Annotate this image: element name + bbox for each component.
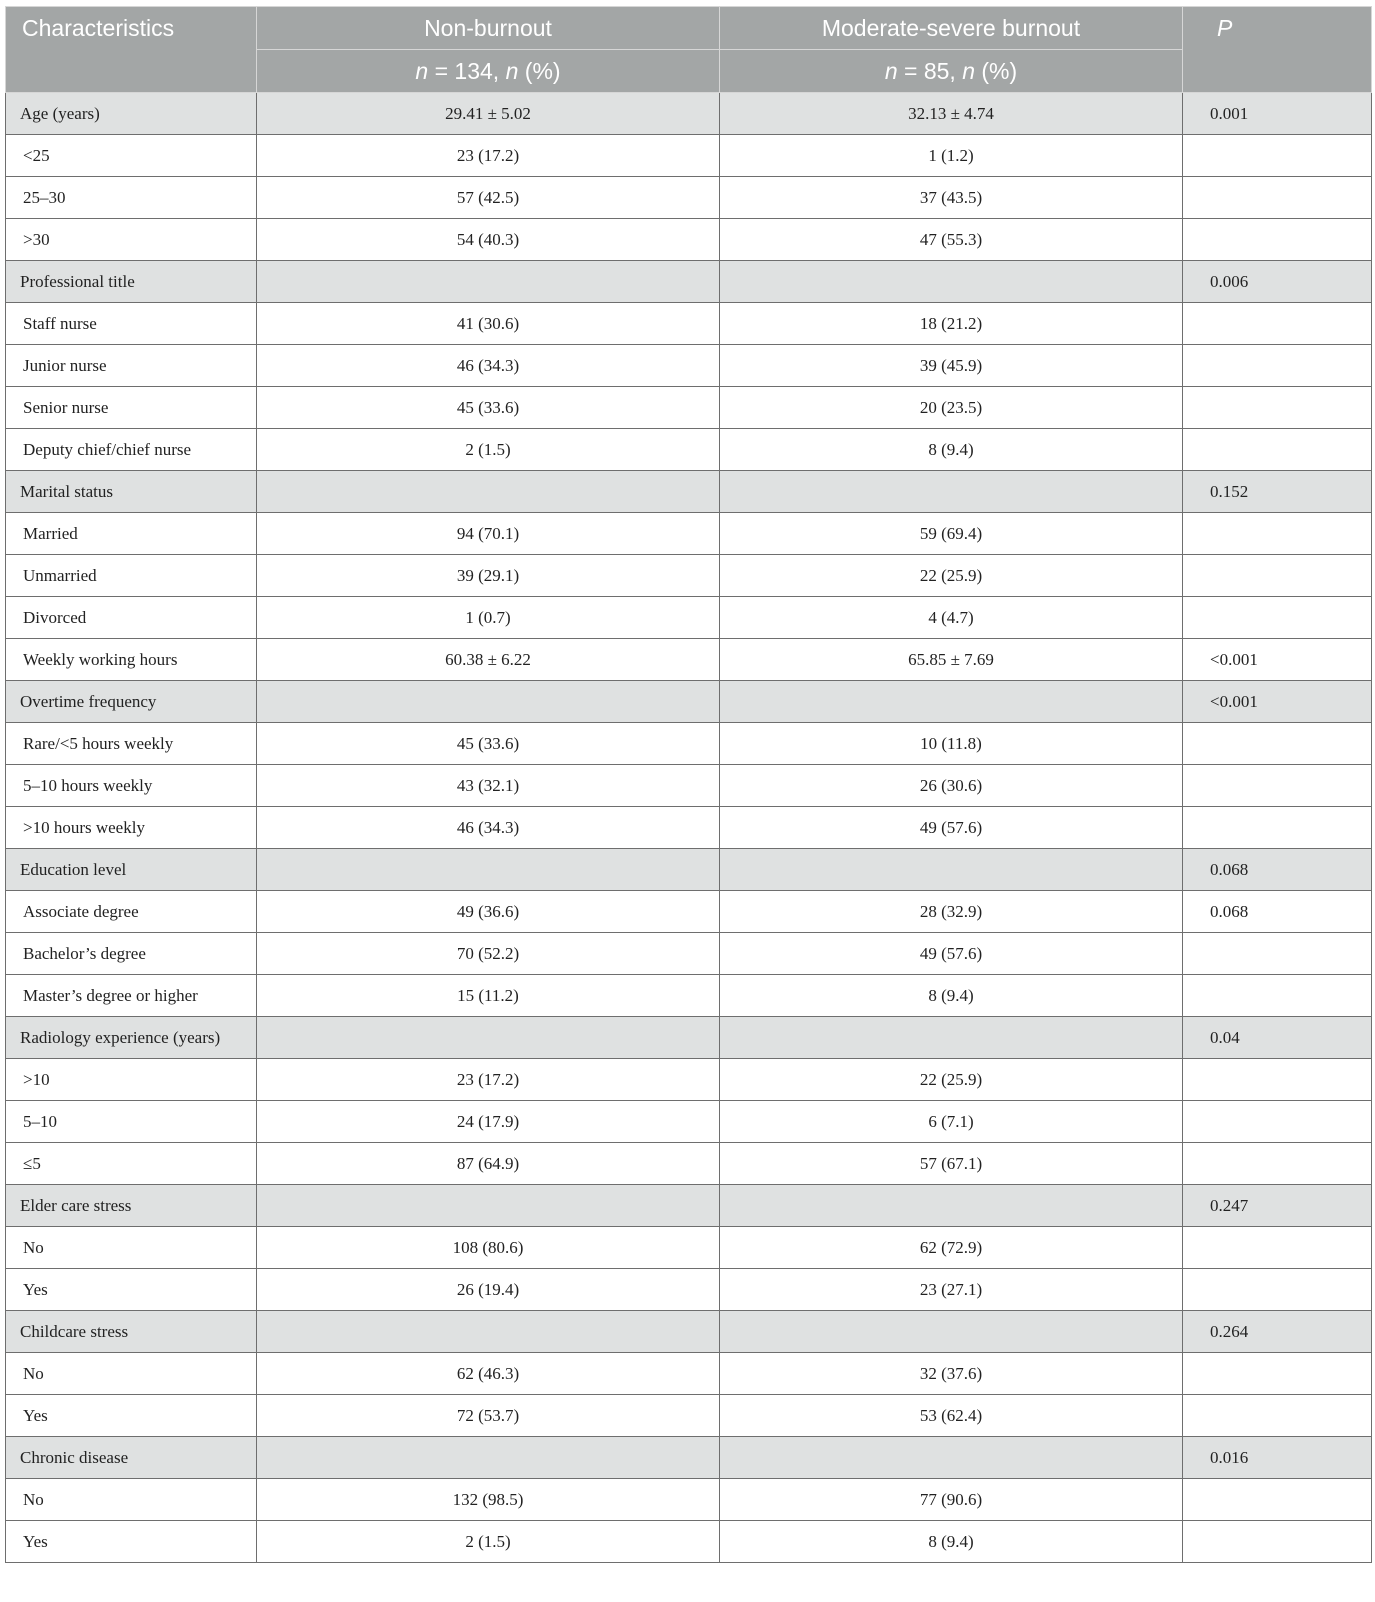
table-row [6,303,1372,345]
non-burnout-value: 2 (1.5) [257,1521,720,1563]
p-value [1183,933,1372,975]
p-value [1183,387,1372,429]
non-burnout-value: 23 (17.2) [257,135,720,177]
burnout-value: 6 (7.1) [720,1101,1183,1143]
burnout-value: 49 (57.6) [720,933,1183,975]
table-row [6,765,1372,807]
burnout-value: 77 (90.6) [720,1479,1183,1521]
table-row [6,387,1372,429]
table-row [6,597,1372,639]
row-label: Master’s degree or higher [6,975,257,1017]
row-label: Yes [6,1521,257,1563]
burnout-value [720,1185,1183,1227]
table-row [6,1521,1372,1563]
row-label: Radiology experience (years) [6,1017,257,1059]
row-label: 25–30 [6,177,257,219]
burnout-value: 32 (37.6) [720,1353,1183,1395]
burnout-value [720,1017,1183,1059]
row-label: Age (years) [6,93,257,135]
non-burnout-value: 45 (33.6) [257,723,720,765]
table-group-row [6,1311,1372,1353]
non-burnout-value: 15 (11.2) [257,975,720,1017]
table-group-row [6,1437,1372,1479]
non-burnout-value: 72 (53.7) [257,1395,720,1437]
non-burnout-value: 46 (34.3) [257,345,720,387]
p-value [1183,975,1372,1017]
table-row [6,1143,1372,1185]
row-label: Associate degree [6,891,257,933]
p-value: 0.152 [1183,471,1372,513]
header-row [6,7,1372,50]
p-value [1183,1479,1372,1521]
table-group-row [6,1017,1372,1059]
non-burnout-value: 108 (80.6) [257,1227,720,1269]
p-value [1183,1227,1372,1269]
non-burnout-value: 62 (46.3) [257,1353,720,1395]
p-value [1183,1101,1372,1143]
p-value [1183,1395,1372,1437]
p-value: 0.016 [1183,1437,1372,1479]
p-value: <0.001 [1183,639,1372,681]
row-label: No [6,1227,257,1269]
p-value: 0.068 [1183,891,1372,933]
characteristics-table [5,6,1372,1563]
table-row [6,1353,1372,1395]
burnout-value [720,471,1183,513]
non-burnout-value: 57 (42.5) [257,177,720,219]
p-value: 0.068 [1183,849,1372,891]
row-label: Yes [6,1395,257,1437]
burnout-value: 62 (72.9) [720,1227,1183,1269]
burnout-value: 59 (69.4) [720,513,1183,555]
non-burnout-value: 29.41 ± 5.02 [257,93,720,135]
p-value: <0.001 [1183,681,1372,723]
burnout-value: 8 (9.4) [720,429,1183,471]
non-burnout-value [257,1185,720,1227]
table-group-row [6,849,1372,891]
row-label: Divorced [6,597,257,639]
row-label: ≤5 [6,1143,257,1185]
burnout-value: 47 (55.3) [720,219,1183,261]
non-burnout-value: 94 (70.1) [257,513,720,555]
burnout-value: 49 (57.6) [720,807,1183,849]
burnout-value [720,1311,1183,1353]
non-burnout-value: 132 (98.5) [257,1479,720,1521]
burnout-value: 22 (25.9) [720,555,1183,597]
table-row [6,1479,1372,1521]
non-burnout-value: 87 (64.9) [257,1143,720,1185]
row-label: Rare/<5 hours weekly [6,723,257,765]
burnout-value: 18 (21.2) [720,303,1183,345]
p-value [1183,135,1372,177]
header-p-value: P [1183,7,1372,93]
burnout-value: 1 (1.2) [720,135,1183,177]
non-burnout-value [257,1437,720,1479]
table-group-row [6,93,1372,135]
p-value [1183,345,1372,387]
table-row [6,177,1372,219]
p-value: 0.247 [1183,1185,1372,1227]
burnout-value: 65.85 ± 7.69 [720,639,1183,681]
table-row [6,1395,1372,1437]
table-body [6,93,1372,1563]
row-label: <25 [6,135,257,177]
burnout-value: 8 (9.4) [720,975,1183,1017]
row-label: Yes [6,1269,257,1311]
burnout-value [720,849,1183,891]
burnout-value: 53 (62.4) [720,1395,1183,1437]
burnout-value: 39 (45.9) [720,345,1183,387]
table-group-row [6,1185,1372,1227]
non-burnout-value: 24 (17.9) [257,1101,720,1143]
table-row [6,1227,1372,1269]
row-label: Education level [6,849,257,891]
non-burnout-value: 39 (29.1) [257,555,720,597]
row-label: Professional title [6,261,257,303]
non-burnout-value [257,1017,720,1059]
p-value [1183,219,1372,261]
table-row [6,891,1372,933]
non-burnout-value: 70 (52.2) [257,933,720,975]
row-label: 5–10 hours weekly [6,765,257,807]
table-row [6,1269,1372,1311]
non-burnout-value: 46 (34.3) [257,807,720,849]
table-group-row [6,471,1372,513]
p-value: 0.04 [1183,1017,1372,1059]
burnout-value: 23 (27.1) [720,1269,1183,1311]
row-label: No [6,1479,257,1521]
header-non-burnout-n: n = 134, n (%) [257,50,720,93]
burnout-value [720,681,1183,723]
p-value: 0.264 [1183,1311,1372,1353]
non-burnout-value [257,849,720,891]
table-row [6,429,1372,471]
table-row [6,975,1372,1017]
header-moderate-severe-burnout: Moderate-severe burnout [720,7,1183,50]
table-row [6,807,1372,849]
burnout-value: 10 (11.8) [720,723,1183,765]
p-value [1183,429,1372,471]
burnout-value: 8 (9.4) [720,1521,1183,1563]
row-label: Marital status [6,471,257,513]
table-row [6,639,1372,681]
p-value [1183,303,1372,345]
p-value [1183,177,1372,219]
non-burnout-value: 1 (0.7) [257,597,720,639]
row-label: Married [6,513,257,555]
p-value [1183,723,1372,765]
non-burnout-value: 2 (1.5) [257,429,720,471]
non-burnout-value [257,471,720,513]
p-value [1183,1059,1372,1101]
row-label: Staff nurse [6,303,257,345]
burnout-value: 26 (30.6) [720,765,1183,807]
p-value [1183,1353,1372,1395]
row-label: Senior nurse [6,387,257,429]
p-value [1183,1143,1372,1185]
burnout-value: 4 (4.7) [720,597,1183,639]
non-burnout-value: 60.38 ± 6.22 [257,639,720,681]
table-row [6,135,1372,177]
table-group-row [6,261,1372,303]
non-burnout-value [257,261,720,303]
p-value [1183,1269,1372,1311]
table-row [6,723,1372,765]
non-burnout-value: 41 (30.6) [257,303,720,345]
table-group-row [6,681,1372,723]
row-label: Bachelor’s degree [6,933,257,975]
table-row [6,345,1372,387]
p-value: 0.001 [1183,93,1372,135]
p-value [1183,1521,1372,1563]
table-row [6,933,1372,975]
p-value [1183,807,1372,849]
burnout-value: 37 (43.5) [720,177,1183,219]
non-burnout-value [257,1311,720,1353]
p-value: 0.006 [1183,261,1372,303]
non-burnout-value: 49 (36.6) [257,891,720,933]
non-burnout-value: 26 (19.4) [257,1269,720,1311]
table-row [6,219,1372,261]
p-value [1183,597,1372,639]
row-label: Elder care stress [6,1185,257,1227]
row-label: No [6,1353,257,1395]
row-label: >30 [6,219,257,261]
row-label: >10 hours weekly [6,807,257,849]
p-value [1183,765,1372,807]
row-label: Childcare stress [6,1311,257,1353]
row-label: 5–10 [6,1101,257,1143]
row-label: >10 [6,1059,257,1101]
burnout-value [720,261,1183,303]
table-row [6,1059,1372,1101]
non-burnout-value: 54 (40.3) [257,219,720,261]
non-burnout-value [257,681,720,723]
burnout-value [720,1437,1183,1479]
table-row [6,555,1372,597]
row-label: Chronic disease [6,1437,257,1479]
burnout-value: 20 (23.5) [720,387,1183,429]
row-label: Overtime frequency [6,681,257,723]
row-label: Weekly working hours [6,639,257,681]
header-characteristics: Characteristics [6,7,257,93]
p-value [1183,555,1372,597]
burnout-value: 28 (32.9) [720,891,1183,933]
non-burnout-value: 45 (33.6) [257,387,720,429]
header-burnout-n: n = 85, n (%) [720,50,1183,93]
p-value [1183,513,1372,555]
non-burnout-value: 23 (17.2) [257,1059,720,1101]
row-label: Deputy chief/chief nurse [6,429,257,471]
table-row [6,513,1372,555]
row-label: Junior nurse [6,345,257,387]
burnout-value: 22 (25.9) [720,1059,1183,1101]
table-row [6,1101,1372,1143]
burnout-value: 57 (67.1) [720,1143,1183,1185]
burnout-value: 32.13 ± 4.74 [720,93,1183,135]
header-non-burnout: Non-burnout [257,7,720,50]
non-burnout-value: 43 (32.1) [257,765,720,807]
row-label: Unmarried [6,555,257,597]
